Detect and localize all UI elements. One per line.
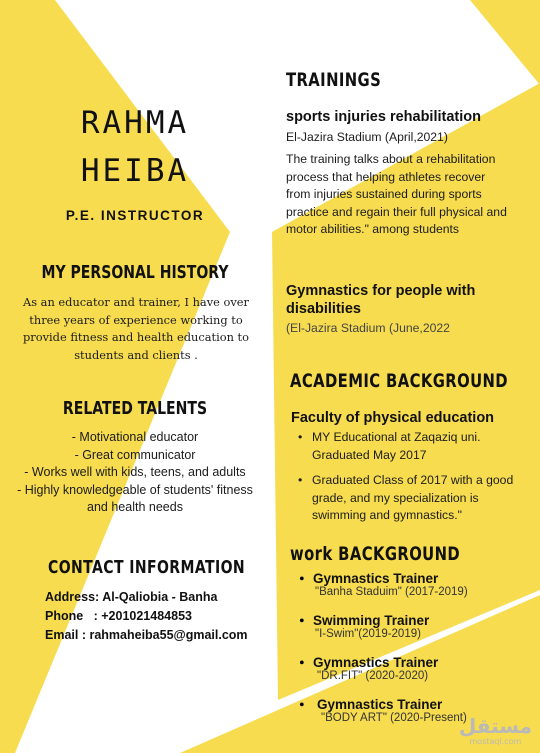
talents-list xyxy=(10,429,260,517)
academic-heading: ACADEMIC BACKGROUND xyxy=(290,370,508,392)
name-first: RAHMA xyxy=(80,105,190,141)
work-item-place: "I-Swim"(2019-2019) xyxy=(315,628,421,640)
name-last: HEIBA xyxy=(80,153,190,189)
work-item xyxy=(299,571,529,613)
contact-heading-wrap xyxy=(48,557,301,578)
academic-bullets xyxy=(298,429,523,525)
academic-bullet xyxy=(298,429,523,464)
talents-heading-wrap xyxy=(0,398,270,419)
contact-address: Address: Al-Qaliobia - Banha xyxy=(45,590,218,604)
talent-item: - Highly knowledgeable of students' fitness and health needs xyxy=(17,482,253,514)
academic-bullet xyxy=(298,472,523,525)
work-item-place: "DR.FIT" (2020-2020) xyxy=(317,670,429,682)
work-item-place: "BODY ART" (2020-Present) xyxy=(321,712,467,724)
contact-email[interactable]: Email : rahmaheiba55@gmail.com xyxy=(45,628,248,642)
training-1-description: The training talks about a rehabilitation process that helping athletes recover from injuries sustained during sports practice and regain their full physical and motor abilities." among students xyxy=(286,152,507,236)
academic-bullet-text: MY Educational at Zaqaziq uni. Graduated May 2017 xyxy=(312,430,481,462)
training-2-title: Gymnastics for people with disabilities xyxy=(286,283,476,317)
work-heading-wrap xyxy=(290,543,508,565)
watermark-latin: mostaql.com xyxy=(469,737,522,746)
work-item-title: • Gymnastics Trainer xyxy=(313,571,439,586)
academic-bullet-text: Graduated Class of 2017 with a good grade, and my specialization is swimming and gymnastics." xyxy=(312,473,514,522)
talents-heading: RELATED TALENTS xyxy=(62,398,208,419)
trainings-heading: TRAININGS xyxy=(286,69,382,91)
personal-history-text: As an educator and trainer, I have over three years of experience working to provide fitness and health education to students and clients . xyxy=(22,295,249,362)
mostaql-watermark xyxy=(459,715,532,747)
academic-faculty: Faculty of physical education xyxy=(291,410,495,426)
contact-heading: CONTACT INFORMATION xyxy=(48,557,246,578)
work-item-title: • Gymnastics Trainer xyxy=(317,697,443,712)
work-item xyxy=(299,655,529,697)
work-item-title: • Swimming Trainer xyxy=(313,613,430,628)
job-role: P.E. INSTRUCTOR xyxy=(65,208,205,223)
personal-history-heading: MY PERSONAL HISTORY xyxy=(41,262,229,283)
personal-history-heading-wrap xyxy=(0,262,270,283)
talent-item: - Motivational educator xyxy=(71,430,199,444)
training-2-place: (El-Jazira Stadium (June,2022 xyxy=(286,321,450,335)
trainings-heading-wrap xyxy=(286,69,408,91)
training-1-place: El-Jazira Stadium (April,2021) xyxy=(286,130,448,144)
contact-details xyxy=(45,588,248,645)
training-1-title: sports injuries rehabilitation xyxy=(286,109,481,125)
work-item-place: "Banha Staduim" (2017-2019) xyxy=(315,586,468,598)
talent-item: - Great communicator xyxy=(74,447,196,462)
talent-item: - Works well with kids, teens, and adults xyxy=(24,465,246,479)
work-item-title: • Gymnastics Trainer xyxy=(313,655,439,670)
watermark-arabic: مستقل xyxy=(458,714,532,738)
work-item xyxy=(299,613,529,655)
academic-heading-wrap xyxy=(290,370,540,392)
work-heading: work BACKGROUND xyxy=(290,543,461,565)
contact-phone: Phone : +201021484853 xyxy=(45,609,192,623)
